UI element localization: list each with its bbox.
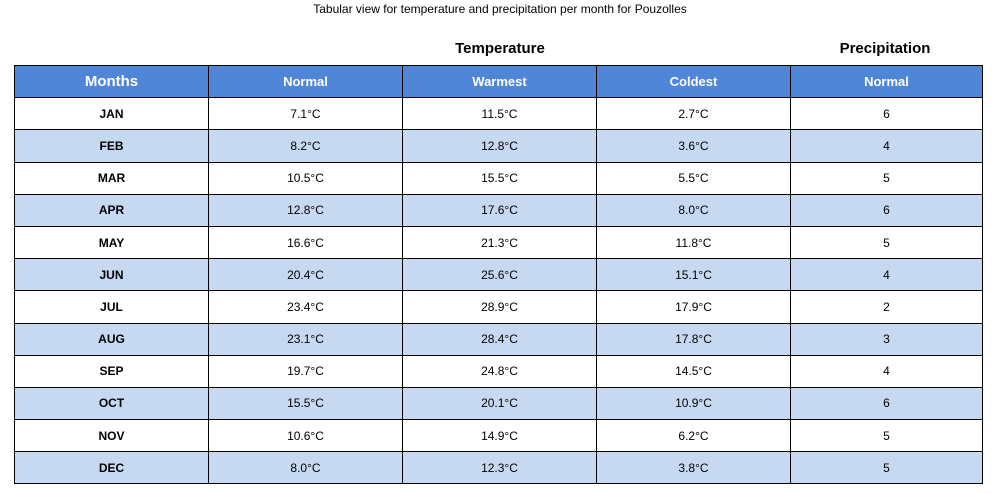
normal-temperature-cell: 10.5°C <box>209 162 403 194</box>
normal-temperature-cell: 20.4°C <box>209 259 403 291</box>
coldest-cell: 15.1°C <box>597 259 791 291</box>
coldest-cell: 3.8°C <box>597 452 791 484</box>
coldest-cell: 2.7°C <box>597 98 791 130</box>
month-cell: AUG <box>15 323 209 355</box>
month-cell: FEB <box>15 130 209 162</box>
warmest-cell: 12.3°C <box>403 452 597 484</box>
precipitation-group-header: Precipitation <box>839 40 931 57</box>
column-header-months: Months <box>15 66 209 98</box>
normal-temperature-cell: 8.2°C <box>209 130 403 162</box>
normal-temperature-cell: 12.8°C <box>209 194 403 226</box>
coldest-cell: 3.6°C <box>597 130 791 162</box>
warmest-cell: 20.1°C <box>403 387 597 419</box>
table-row <box>15 130 983 162</box>
column-header-normal-temperature: Normal <box>209 66 403 98</box>
normal-precipitation-cell: 5 <box>791 226 983 258</box>
coldest-cell: 5.5°C <box>597 162 791 194</box>
coldest-cell: 6.2°C <box>597 420 791 452</box>
warmest-cell: 25.6°C <box>403 259 597 291</box>
month-cell: JUL <box>15 291 209 323</box>
table-row <box>15 291 983 323</box>
month-cell: OCT <box>15 387 209 419</box>
month-cell: SEP <box>15 355 209 387</box>
warmest-cell: 11.5°C <box>403 98 597 130</box>
warmest-cell: 28.4°C <box>403 323 597 355</box>
warmest-cell: 28.9°C <box>403 291 597 323</box>
temperature-group-header: Temperature <box>455 40 545 57</box>
normal-precipitation-cell: 6 <box>791 194 983 226</box>
page-title: Tabular view for temperature and precipitation per month for Pouzolles <box>313 2 687 16</box>
column-header-normal-precipitation: Normal <box>791 66 983 98</box>
coldest-cell: 14.5°C <box>597 355 791 387</box>
normal-precipitation-cell: 6 <box>791 98 983 130</box>
warmest-cell: 14.9°C <box>403 420 597 452</box>
table-row <box>15 259 983 291</box>
table-header-row <box>15 66 983 98</box>
table-row <box>15 452 983 484</box>
month-cell: JAN <box>15 98 209 130</box>
table-row <box>15 323 983 355</box>
coldest-cell: 17.8°C <box>597 323 791 355</box>
warmest-cell: 21.3°C <box>403 226 597 258</box>
month-cell: NOV <box>15 420 209 452</box>
normal-temperature-cell: 16.6°C <box>209 226 403 258</box>
normal-precipitation-cell: 4 <box>791 259 983 291</box>
coldest-cell: 10.9°C <box>597 387 791 419</box>
table-row <box>15 162 983 194</box>
month-cell: DEC <box>15 452 209 484</box>
month-cell: APR <box>15 194 209 226</box>
normal-temperature-cell: 23.1°C <box>209 323 403 355</box>
warmest-cell: 12.8°C <box>403 130 597 162</box>
warmest-cell: 17.6°C <box>403 194 597 226</box>
table-row <box>15 194 983 226</box>
column-header-coldest: Coldest <box>597 66 791 98</box>
coldest-cell: 11.8°C <box>597 226 791 258</box>
normal-precipitation-cell: 5 <box>791 420 983 452</box>
table-row <box>15 387 983 419</box>
month-cell: MAY <box>15 226 209 258</box>
table-body <box>15 98 983 484</box>
normal-temperature-cell: 19.7°C <box>209 355 403 387</box>
table-row <box>15 226 983 258</box>
warmest-cell: 15.5°C <box>403 162 597 194</box>
normal-precipitation-cell: 5 <box>791 162 983 194</box>
table-row <box>15 98 983 130</box>
normal-precipitation-cell: 6 <box>791 387 983 419</box>
normal-precipitation-cell: 4 <box>791 355 983 387</box>
table-row <box>15 355 983 387</box>
normal-precipitation-cell: 3 <box>791 323 983 355</box>
normal-precipitation-cell: 5 <box>791 452 983 484</box>
month-cell: MAR <box>15 162 209 194</box>
coldest-cell: 17.9°C <box>597 291 791 323</box>
warmest-cell: 24.8°C <box>403 355 597 387</box>
normal-precipitation-cell: 2 <box>791 291 983 323</box>
table-row <box>15 420 983 452</box>
normal-temperature-cell: 10.6°C <box>209 420 403 452</box>
month-cell: JUN <box>15 259 209 291</box>
normal-temperature-cell: 8.0°C <box>209 452 403 484</box>
column-header-warmest: Warmest <box>403 66 597 98</box>
normal-temperature-cell: 7.1°C <box>209 98 403 130</box>
normal-temperature-cell: 15.5°C <box>209 387 403 419</box>
normal-precipitation-cell: 4 <box>791 130 983 162</box>
climate-table <box>14 65 983 484</box>
normal-temperature-cell: 23.4°C <box>209 291 403 323</box>
coldest-cell: 8.0°C <box>597 194 791 226</box>
